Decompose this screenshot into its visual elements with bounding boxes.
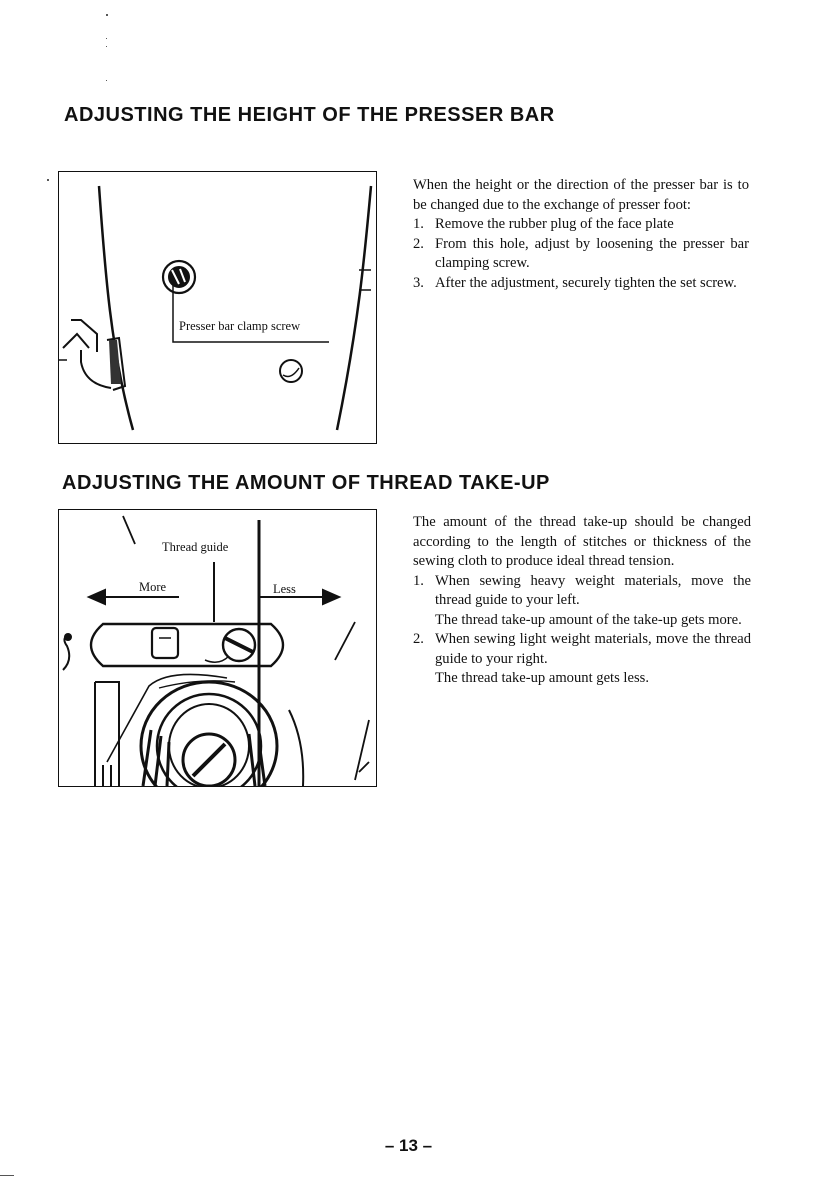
step-note: The thread take-up amount gets less. [435, 670, 649, 686]
presser-bar-instructions [413, 176, 749, 293]
step-number: 3. [413, 274, 424, 291]
speck [106, 46, 107, 47]
step-text: From this hole, adjust by loosening the presser bar clamping screw. [435, 235, 749, 271]
speck [47, 179, 49, 181]
step-text: After the adjustment, securely tighten the set screw. [435, 274, 737, 291]
thread-take-up-instructions [413, 513, 751, 689]
step-note: The thread take-up amount of the take-up gets more. [435, 611, 742, 628]
presser-bar-intro: When the height or the direction of the presser bar is to be changed due to the exchange of presser foot: [413, 177, 749, 213]
list-item [413, 630, 751, 689]
step-number: 1. [413, 572, 424, 589]
speck [106, 38, 107, 39]
speck [106, 14, 108, 16]
thread-take-up-figure [58, 509, 377, 787]
presser-bar-illustration [59, 172, 376, 443]
step-text: Remove the rubber plug of the face plate [435, 216, 674, 232]
edge-mark [0, 1175, 14, 1176]
section-heading-thread-take-up: ADJUSTING THE AMOUNT OF THREAD TAKE-UP [62, 472, 550, 494]
presser-bar-clamp-screw-label: Presser bar clamp screw [179, 319, 301, 333]
presser-bar-figure [58, 171, 377, 444]
list-item [413, 274, 749, 294]
thread-guide-label: Thread guide [162, 540, 229, 554]
more-label: More [139, 580, 167, 594]
list-item [413, 235, 749, 274]
list-item [413, 572, 751, 631]
step-number: 2. [413, 235, 424, 252]
step-text: When sewing heavy weight materials, move the thread guide to your left. [435, 572, 751, 608]
page-number: – 13 – [384, 1136, 433, 1155]
step-number: 1. [413, 216, 424, 232]
step-number: 2. [413, 631, 424, 647]
thread-take-up-intro: The amount of the thread take-up should be changed according to the length of stitches or thickness of the sewing cloth to produce ideal thread tension. [413, 514, 751, 569]
step-text: When sewing light weight materials, move the thread guide to your right. [435, 631, 751, 667]
speck [106, 80, 107, 81]
section-heading-presser-bar: ADJUSTING THE HEIGHT OF THE PRESSER BAR [64, 104, 555, 126]
list-item [413, 215, 749, 235]
thread-take-up-steps [413, 572, 751, 689]
less-label: Less [273, 582, 296, 596]
presser-bar-steps [413, 215, 749, 293]
